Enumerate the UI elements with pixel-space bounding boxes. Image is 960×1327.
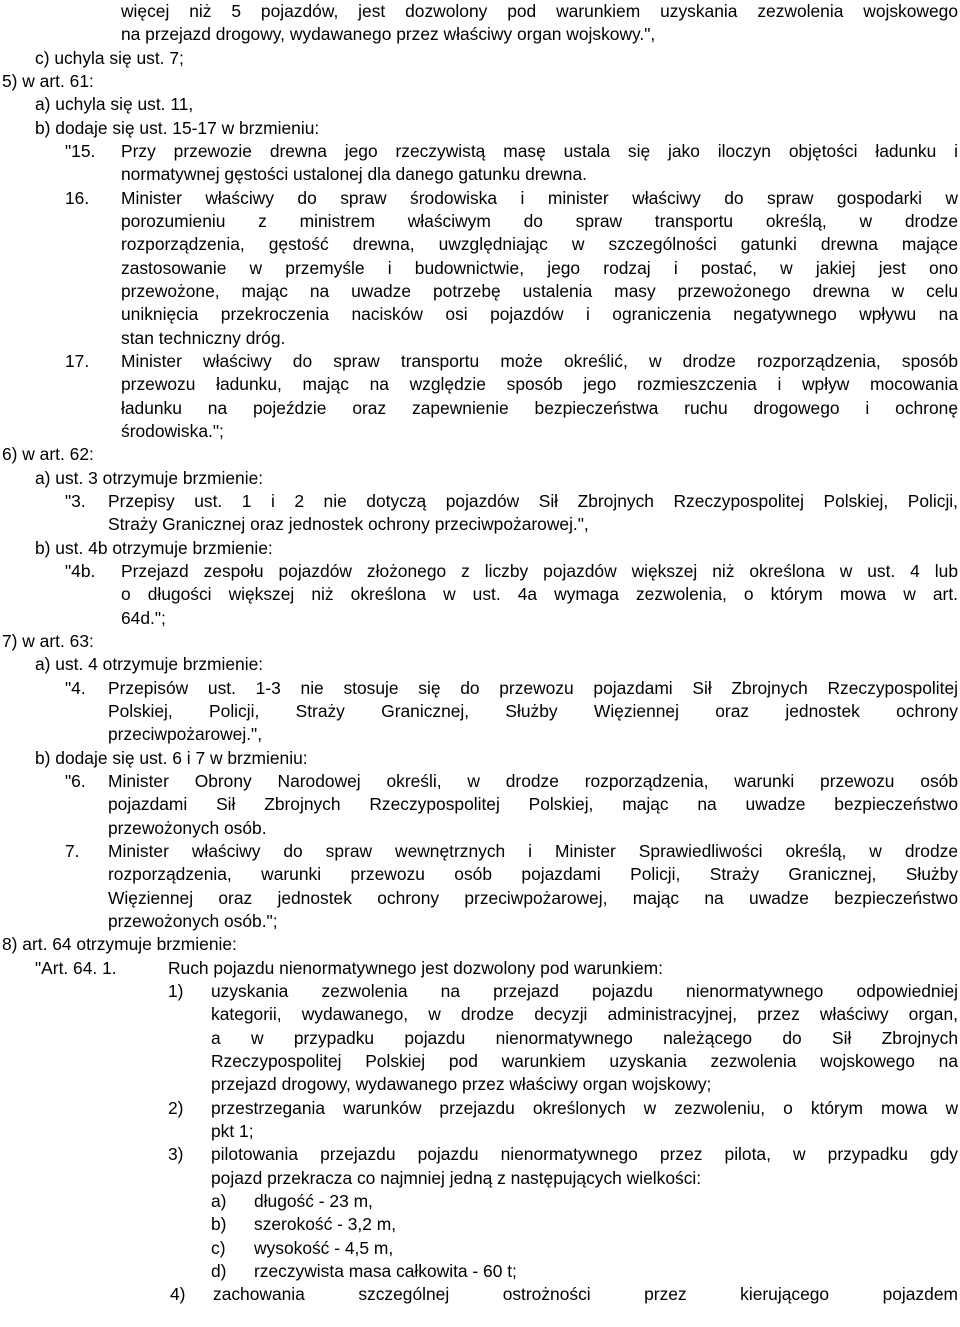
text-line: rozporządzenia, gęstość drewna, uwzględniając w szczególności gatunki drewna mające: [121, 234, 958, 254]
text-line: a) uchyla się ust. 11,: [35, 94, 194, 114]
text-line: przewożonych osób.";: [108, 911, 278, 931]
text-line: Polskiej, Policji, Straży Granicznej, Służby Więziennej oraz jednostek ochrony: [108, 701, 958, 721]
text-line: długość - 23 m,: [254, 1191, 373, 1211]
item-number: 2): [168, 1098, 184, 1118]
text-line: Minister Obrony Narodowej określi, w drodze rozporządzenia, warunki przewozu osób: [108, 771, 958, 791]
text-line: Przepisy ust. 1 i 2 nie dotyczą pojazdów Sił Zbrojnych Rzeczypospolitej Polskiej, Policji,: [108, 491, 958, 511]
text-line: przejazd drogowy, wydawanego przez właściwy organ wojskowy;: [211, 1074, 712, 1094]
text-line: Ruch pojazdu nienormatywnego jest dozwolony pod warunkiem:: [168, 958, 663, 978]
text-line: zastosowanie w przemyśle i budownictwie, jego rodzaj i postać, w jakiej jest ono: [121, 258, 958, 278]
text-line: pkt 1;: [211, 1121, 254, 1141]
text-line: 8) art. 64 otrzymuje brzmienie:: [2, 934, 237, 954]
text-line: porozumieniu z ministrem właściwym do spraw transportu określą, w drodze: [121, 211, 958, 231]
text-line: 7) w art. 63:: [2, 631, 94, 651]
item-number: 7.: [65, 841, 80, 861]
text-line: środowiska.";: [121, 421, 224, 441]
text-line: pilotowania przejazdu pojazdu nienormatywnego przez pilota, w przypadku gdy: [211, 1144, 958, 1164]
text-line: pojazd przekracza co najmniej jedną z następujących wielkości:: [211, 1168, 702, 1188]
text-line: pojazdami Sił Zbrojnych Rzeczypospolitej Polskiej, mając na uwadze bezpieczeństwo: [108, 794, 958, 814]
text-line: o długości większej niż określona w ust. 4a wymaga zezwolenia, o którym mowa w art.: [121, 584, 958, 604]
item-number: d): [211, 1261, 227, 1281]
text-line: rozporządzenia, warunki przewozu osób pojazdami Policji, Straży Granicznej, Służby: [108, 864, 958, 884]
item-number: "3.: [65, 491, 86, 511]
item-number: c): [211, 1238, 226, 1258]
text-line: c) uchyla się ust. 7;: [35, 48, 184, 68]
item-number: b): [211, 1214, 227, 1234]
text-line: Straży Granicznej oraz jednostek ochrony przeciwpożarowej.",: [108, 514, 589, 534]
text-line: przewozu ładunku, mając na względzie sposób jego rozmieszczenia i wpływ mocowania: [121, 374, 958, 394]
text-line: wysokość - 4,5 m,: [254, 1238, 394, 1258]
text-line: 6) w art. 62:: [2, 444, 94, 464]
text-line: b) dodaje się ust. 15-17 w brzmieniu:: [35, 118, 320, 138]
text-line: przeciwpożarowej.",: [108, 724, 263, 744]
text-line: a w przypadku pojazdu nienormatywnego należącego do Sił Zbrojnych: [211, 1028, 958, 1048]
text-line: rzeczywista masa całkowita - 60 t;: [254, 1261, 517, 1281]
item-number: 16.: [65, 188, 90, 208]
item-number: 1): [168, 981, 184, 1001]
text-line: a) ust. 4 otrzymuje brzmienie:: [35, 654, 264, 674]
text-line: szerokość - 3,2 m,: [254, 1214, 397, 1234]
text-line: Minister właściwy do spraw transportu może określić, w drodze rozporządzenia, sposób: [121, 351, 958, 371]
item-number: "15.: [65, 141, 96, 161]
text-line: przewożonych osób.: [108, 818, 267, 838]
item-number: 4): [170, 1284, 186, 1304]
item-number: 17.: [65, 351, 90, 371]
text-line: ładunku na pojeździe oraz zapewnienie bezpieczeństwa ruchu drogowego i ochronę: [121, 398, 958, 418]
text-line: przestrzegania warunków przejazdu określonych w zezwoleniu, o którym mowa w: [211, 1098, 958, 1118]
text-line: Przejazd zespołu pojazdów złożonego z liczby pojazdów większej niż określona w ust. 4 lub: [121, 561, 958, 581]
text-line: kategorii, wydawanego, w drodze decyzji administracyjnej, przez właściwy organ,: [211, 1004, 958, 1024]
text-line: a) ust. 3 otrzymuje brzmienie:: [35, 468, 264, 488]
text-line: na przejazd drogowy, wydawanego przez właściwy organ wojskowy.",: [121, 24, 656, 44]
text-line: uniknięcia przekroczenia nacisków osi pojazdów i ograniczenia negatywnego wpływu na: [121, 304, 958, 324]
text-line: Minister właściwy do spraw środowiska i minister właściwy do spraw gospodarki w: [121, 188, 958, 208]
text-line: Przepisów ust. 1-3 nie stosuje się do przewozu pojazdami Sił Zbrojnych Rzeczypospolitej: [108, 678, 958, 698]
text-line: 5) w art. 61:: [2, 71, 94, 91]
item-number: 3): [168, 1144, 184, 1164]
text-line: Przy przewozie drewna jego rzeczywistą masę ustala się jako iloczyn objętości ładunku i: [121, 141, 958, 161]
text-line: Rzeczypospolitej Polskiej pod warunkiem uzyskania zezwolenia wojskowego na: [211, 1051, 958, 1071]
item-number: "6.: [65, 771, 86, 791]
text-line: 64d.";: [121, 608, 166, 628]
item-number: "4.: [65, 678, 86, 698]
text-line: zachowania szczególnej ostrożności przez kierującego pojazdem: [213, 1284, 958, 1304]
text-line: Minister właściwy do spraw wewnętrznych i Minister Sprawiedliwości określą, w drodze: [108, 841, 958, 861]
text-line: uzyskania zezwolenia na przejazd pojazdu nienormatywnego odpowiedniej: [211, 981, 958, 1001]
text-line: b) dodaje się ust. 6 i 7 w brzmieniu:: [35, 748, 308, 768]
text-line: normatywnej gęstości ustalonej dla danego gatunku drewna.: [121, 164, 587, 184]
item-number: "Art. 64. 1.: [35, 958, 117, 978]
text-line: Więziennej oraz jednostek ochrony przeciwpożarowej, mając na uwadze bezpieczeństwo: [108, 888, 958, 908]
item-number: a): [211, 1191, 227, 1211]
text-line: przewożone, mając na uwadze potrzebę ustalenia masy przewożonego drewna w celu: [121, 281, 958, 301]
item-number: "4b.: [65, 561, 96, 581]
text-line: stan techniczny dróg.: [121, 328, 286, 348]
text-line: b) ust. 4b otrzymuje brzmienie:: [35, 538, 273, 558]
text-line: więcej niż 5 pojazdów, jest dozwolony pod warunkiem uzyskania zezwolenia wojskowego: [121, 1, 958, 21]
